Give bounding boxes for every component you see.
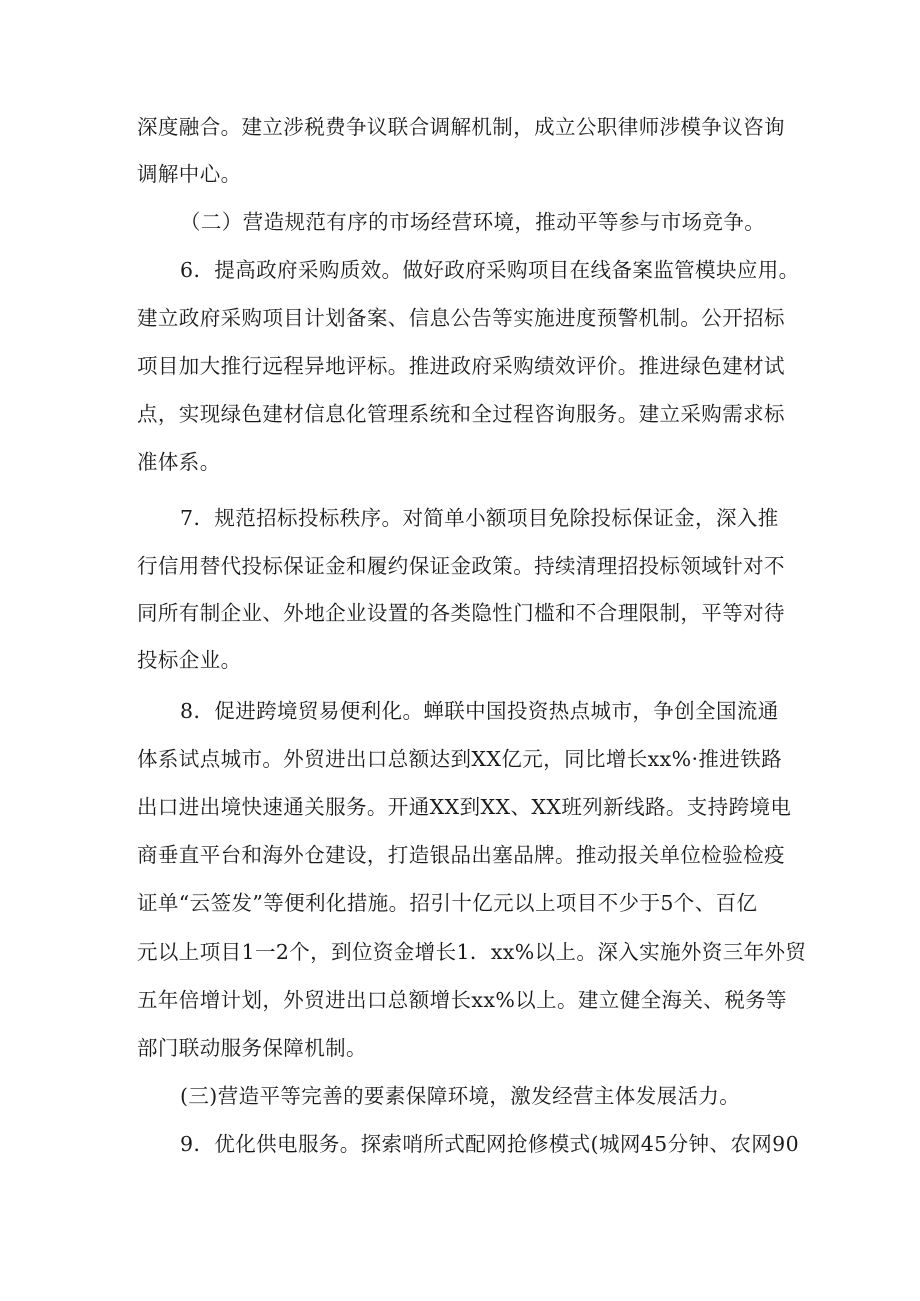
item-heading-line: 8．促进跨境贸易便利化。蝉联中国投资热点城市，争创全国流通 xyxy=(180,699,779,723)
text-line: 同所有制企业、外地企业设置的各类隐性门槛和不合理限制，平等对待 xyxy=(137,601,785,625)
text-line: 行信用替代投标保证金和履约保证金政策。持续清理招投标领域针对不 xyxy=(137,554,785,578)
text-line: 商垂直平台和海外仓建设，打造银品出塞品牌。推动报关单位检验检疫 xyxy=(137,843,785,867)
item-heading-line: 7．规范招标投标秩序。对简单小额项目免除投标保证金，深入推 xyxy=(180,506,779,530)
section-heading: （二）营造规范有序的市场经营环境，推动平等参与市场竞争。 xyxy=(180,210,766,234)
text-line: 部门联动服务保障机制。 xyxy=(137,1036,367,1060)
text-line: 投标企业。 xyxy=(137,648,242,672)
text-line: 出口进出境快速通关服务。开通XX到XX、XX班列新线路。支持跨境电 xyxy=(137,795,792,819)
section-heading: (三)营造平等完善的要素保障环境，激发经营主体发展活力。 xyxy=(180,1084,741,1108)
text-line: 准体系。 xyxy=(137,450,221,474)
text-line: 调解中心。 xyxy=(137,162,242,186)
text-line: 项目加大推行远程异地评标。推进政府采购绩效评价。推进绿色建材试 xyxy=(137,354,785,378)
item-heading-line: 9．优化供电服务。探索哨所式配网抢修模式(城网45分钟、农网90 xyxy=(180,1132,800,1156)
text-line: 体系试点城市。外贸进出口总额达到XX亿元，同比增长xx%·推进铁路 xyxy=(137,747,783,771)
text-line: 建立政府采购项目计划备案、信息公告等实施进度预警机制。公开招标 xyxy=(137,306,785,330)
text-line: 深度融合。建立涉税费争议联合调解机制，成立公职律师涉模争议咨询 xyxy=(137,115,785,139)
text-line: 点，实现绿色建材信息化管理系统和全过程咨询服务。建立采购需求标 xyxy=(137,402,785,426)
item-heading-line: 6．提高政府采购质效。做好政府采购项目在线备案监管模块应用。 xyxy=(180,258,800,282)
text-line: 五年倍增计划，外贸进出口总额增长xx%以上。建立健全海关、税务等 xyxy=(137,988,787,1012)
text-line: 证单“云签发”等便利化措施。招引十亿元以上项目不少于5个、百亿 xyxy=(137,891,758,915)
text-line: 元以上项目1一2个，到位资金增长1．xx%以上。深入实施外资三年外贸 xyxy=(137,940,807,964)
